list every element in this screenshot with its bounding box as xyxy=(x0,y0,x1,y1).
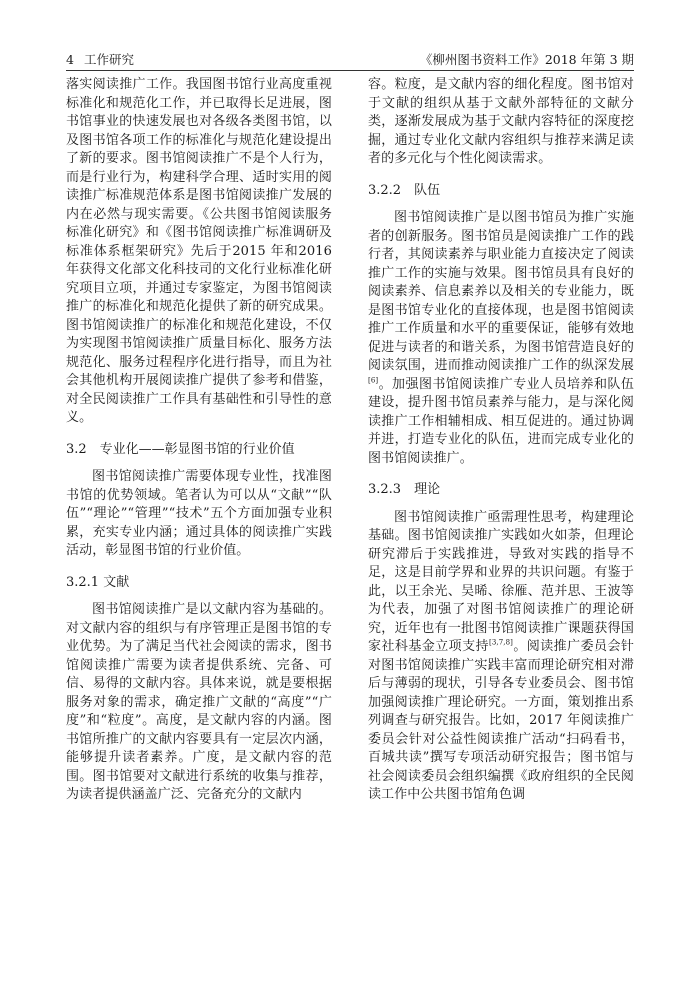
section-name: 工作研究 xyxy=(83,52,134,67)
section-heading-3-2-1: 3.2.1 文献 xyxy=(66,574,130,590)
citation-ref: [6] xyxy=(368,376,379,385)
citation-ref: [3,7,8] xyxy=(489,638,513,647)
page-number: 4 xyxy=(66,52,74,67)
section-heading-3-2-2: 3.2.2 队伍 xyxy=(368,182,441,198)
paragraph-text: 图书馆阅读推广是以图书馆员为推广实施者的创新服务。图书馆员是阅读推广工作的践行者，其阅读素养与职业能力直接决定了阅读推广工作的实施与效果。图书馆员具有良好的阅读素养、信息素养以及相关的专业能力，既是图书馆专业化的直接体现，也是图书馆阅读推广工作质量和水平的重要保证，能够有效地促进与读者的和谐关系，为图书馆营造良好的阅读氛围，进而推动阅读推广工作的纵深发展 xyxy=(368,210,634,373)
paragraph xyxy=(368,209,634,468)
paragraph-text: 图书馆阅读推广亟需理性思考，构建理论基础。图书馆阅读推广实践如火如荼，但理论研究滞后于实践推进，导致对实践的指导不足，这是目前学界和业界的共识问题。有鉴于此，以王余光、吴晞、徐雁、范并思、王波等为代表，加强了对图书馆阅读推广的理论研究，近年也有一批图书馆阅读推广课题获得国家社科基金立项支持 xyxy=(368,509,634,654)
paragraph-text: 。加强图书馆阅读推广专业人员培养和队伍建设，提升图书馆员素养与能力，是与深化阅读推广工作相辅相成、相互促进的。通过协调并进，打造专业化的队伍，进而完成专业化的图书馆阅读推广。 xyxy=(368,376,634,466)
paragraph xyxy=(368,509,634,805)
paragraph: 图书馆阅读推广是以文献内容为基础的。对文献内容的组织与有序管理正是图书馆的专业优势。为了满足当代社会阅读的需求，图书馆阅读推广需要为读者提供系统、完备、可信、易得的文献内容。具体来说，就是要根据服务对象的需求，确定推广文献的“高度”“广度”和“粒度”。高度，是文献内容的内涵。图书馆所推广的文献内容要具有一定层次内涵，能够提升读者素养。广度，是文献内容的范围。图书馆要对文献进行系统的收集与推荐，为读者提供涵盖广泛、完备充分的文献内 xyxy=(66,602,332,802)
section-heading-3-2: 3.2 专业化——彰显图书馆的行业价值 xyxy=(66,441,295,457)
paragraph: 容。粒度，是文献内容的细化程度。图书馆对于文献的组织从基于文献外部特征的文献分类，逐渐发展成为基于文献内容特征的深度挖掘，通过专业化文献内容组织与推荐来满足读者的多元化与个性化阅读需求。 xyxy=(368,77,634,166)
header-left xyxy=(66,50,134,68)
journal-title: 《柳州图书资料工作》2018 年第 3 期 xyxy=(419,52,634,67)
section-heading-3-2-3: 3.2.3 理论 xyxy=(368,482,441,497)
paragraph: 落实阅读推广工作。我国图书馆行业高度重视标准化和规范化工作，并已取得长足进展，图书馆事业的快速发展也对各级各类图书馆，以及图书馆各项工作的标准化与规范化建设提出了新的要求。图书馆阅读推广不是个人行为，而是行业行为，构建科学合理、适时实用的阅读推广标准规范体系是图书馆阅读推广发展的内在必然与现实需要。《公共图书馆阅读服务标准化研究》和《图书馆阅读推广标准调研及标准体系框架研究》先后于2015 年和2016年获得文化部文化科技司的文化行业标准化研究项目立项，并通过专家鉴定，为图书馆阅读推广的标准化和规范化提供了新的研究成果。图书馆阅读推广的标准化和规范化建设，不仅为实现图书馆阅读推广质量目标化、服务方法规范化、服务过程程序化进行指导，而且为社会其他机构开展阅读推广提供了参考和借鉴，对全民阅读推广工作具有基础性和引导性的意义。 xyxy=(66,77,332,425)
running-header xyxy=(66,50,634,71)
paragraph: 图书馆阅读推广需要体现专业性，找准图书馆的优势领域。笔者认为可以从“文献”“队伍”“理论”“管理”“技术”五个方面加强专业积累，充实专业内涵；通过具体的阅读推广实践活动，彰显图书馆的行业价值。 xyxy=(66,469,332,558)
paragraph-text: 。阅读推广委员会针对图书馆阅读推广实践丰富而理论研究相对滞后与薄弱的现状，引导各专业委员会、图书馆加强阅读推广理论研究。一方面，策划推出系列调查与研究报告。比如，2017 年阅读推广委员会针对公益性阅读推广活动“扫码看书，百城共读”撰写专项活动研究报告；图书馆与社会阅读委员会组织编撰《政府组织的全民阅读工作中公共图书馆角色调 xyxy=(368,639,635,802)
left-column xyxy=(66,76,332,805)
right-column xyxy=(368,76,634,805)
